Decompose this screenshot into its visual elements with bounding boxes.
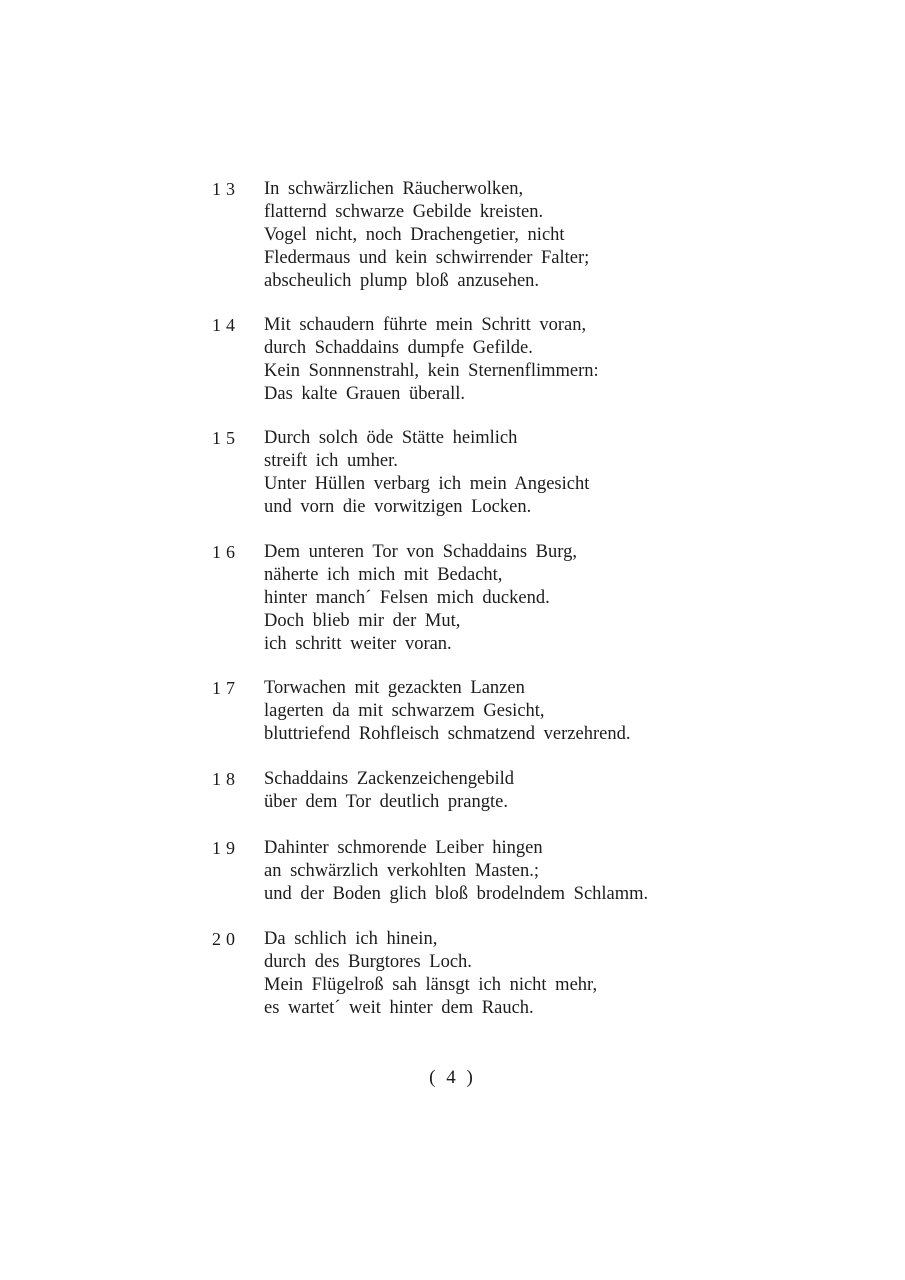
verse-line: und vorn die vorwitzigen Locken.: [264, 497, 532, 517]
stanza-number: 14: [212, 315, 240, 335]
verse-line: abscheulich plump bloß anzusehen.: [264, 271, 540, 291]
stanza-number: 13: [212, 179, 240, 199]
stanza-lines: [264, 837, 784, 906]
stanza-number: 18: [212, 769, 240, 789]
stanza-lines: [264, 677, 784, 746]
verse-line: Fledermaus und kein schwirrender Falter;: [264, 248, 590, 268]
verse-line: lagerten da mit schwarzem Gesicht,: [264, 701, 545, 721]
verse-line: näherte ich mich mit Bedacht,: [264, 565, 503, 585]
verse-line: Doch blieb mir der Mut,: [264, 611, 461, 631]
verse-line: Dahinter schmorende Leiber hingen: [264, 838, 543, 858]
stanza-number: 17: [212, 678, 240, 698]
verse-line: ich schritt weiter voran.: [264, 634, 452, 654]
verse-line: durch des Burgtores Loch.: [264, 952, 472, 972]
verse-line: hinter manch´ Felsen mich duckend.: [264, 588, 550, 608]
verse-line: streift ich umher.: [264, 451, 398, 471]
page-number: ( 4 ): [429, 1067, 476, 1088]
verse-line: es wartet´ weit hinter dem Rauch.: [264, 998, 534, 1018]
verse-line: und der Boden glich bloß brodelndem Schlamm.: [264, 884, 649, 904]
stanza-lines: [264, 928, 784, 1020]
verse-line: Schaddains Zackenzeichengebild: [264, 769, 515, 789]
stanza-number: 15: [212, 428, 240, 448]
verse-line: Unter Hüllen verbarg ich mein Angesicht: [264, 474, 590, 494]
verse-line: Mein Flügelroß sah länsgt ich nicht mehr,: [264, 975, 598, 995]
verse-line: an schwärzlich verkohlten Masten.;: [264, 861, 540, 881]
verse-line: Torwachen mit gezackten Lanzen: [264, 678, 525, 698]
stanza-lines: [264, 314, 784, 406]
verse-line: bluttriefend Rohfleisch schmatzend verzehrend.: [264, 724, 631, 744]
verse-line: Kein Sonnnenstrahl, kein Sternenflimmern:: [264, 361, 599, 381]
verse-line: Mit schaudern führte mein Schritt voran,: [264, 315, 587, 335]
verse-line: Dem unteren Tor von Schaddains Burg,: [264, 542, 577, 562]
stanza-lines: [264, 178, 784, 293]
verse-line: Durch solch öde Stätte heimlich: [264, 428, 518, 448]
verse-line: Da schlich ich hinein,: [264, 929, 438, 949]
verse-line: flatternd schwarze Gebilde kreisten.: [264, 202, 544, 222]
stanza-number: 20: [212, 929, 240, 949]
stanza-number: 19: [212, 838, 240, 858]
verse-line: Vogel nicht, noch Drachengetier, nicht: [264, 225, 565, 245]
stanza-lines: [264, 427, 784, 519]
verse-line: durch Schaddains dumpfe Gefilde.: [264, 338, 533, 358]
stanza-lines: [264, 768, 784, 814]
stanza-number: 16: [212, 542, 240, 562]
verse-line: Das kalte Grauen überall.: [264, 384, 466, 404]
verse-line: In schwärzlichen Räucherwolken,: [264, 179, 524, 199]
stanza-lines: [264, 541, 784, 656]
verse-line: über dem Tor deutlich prangte.: [264, 792, 508, 812]
